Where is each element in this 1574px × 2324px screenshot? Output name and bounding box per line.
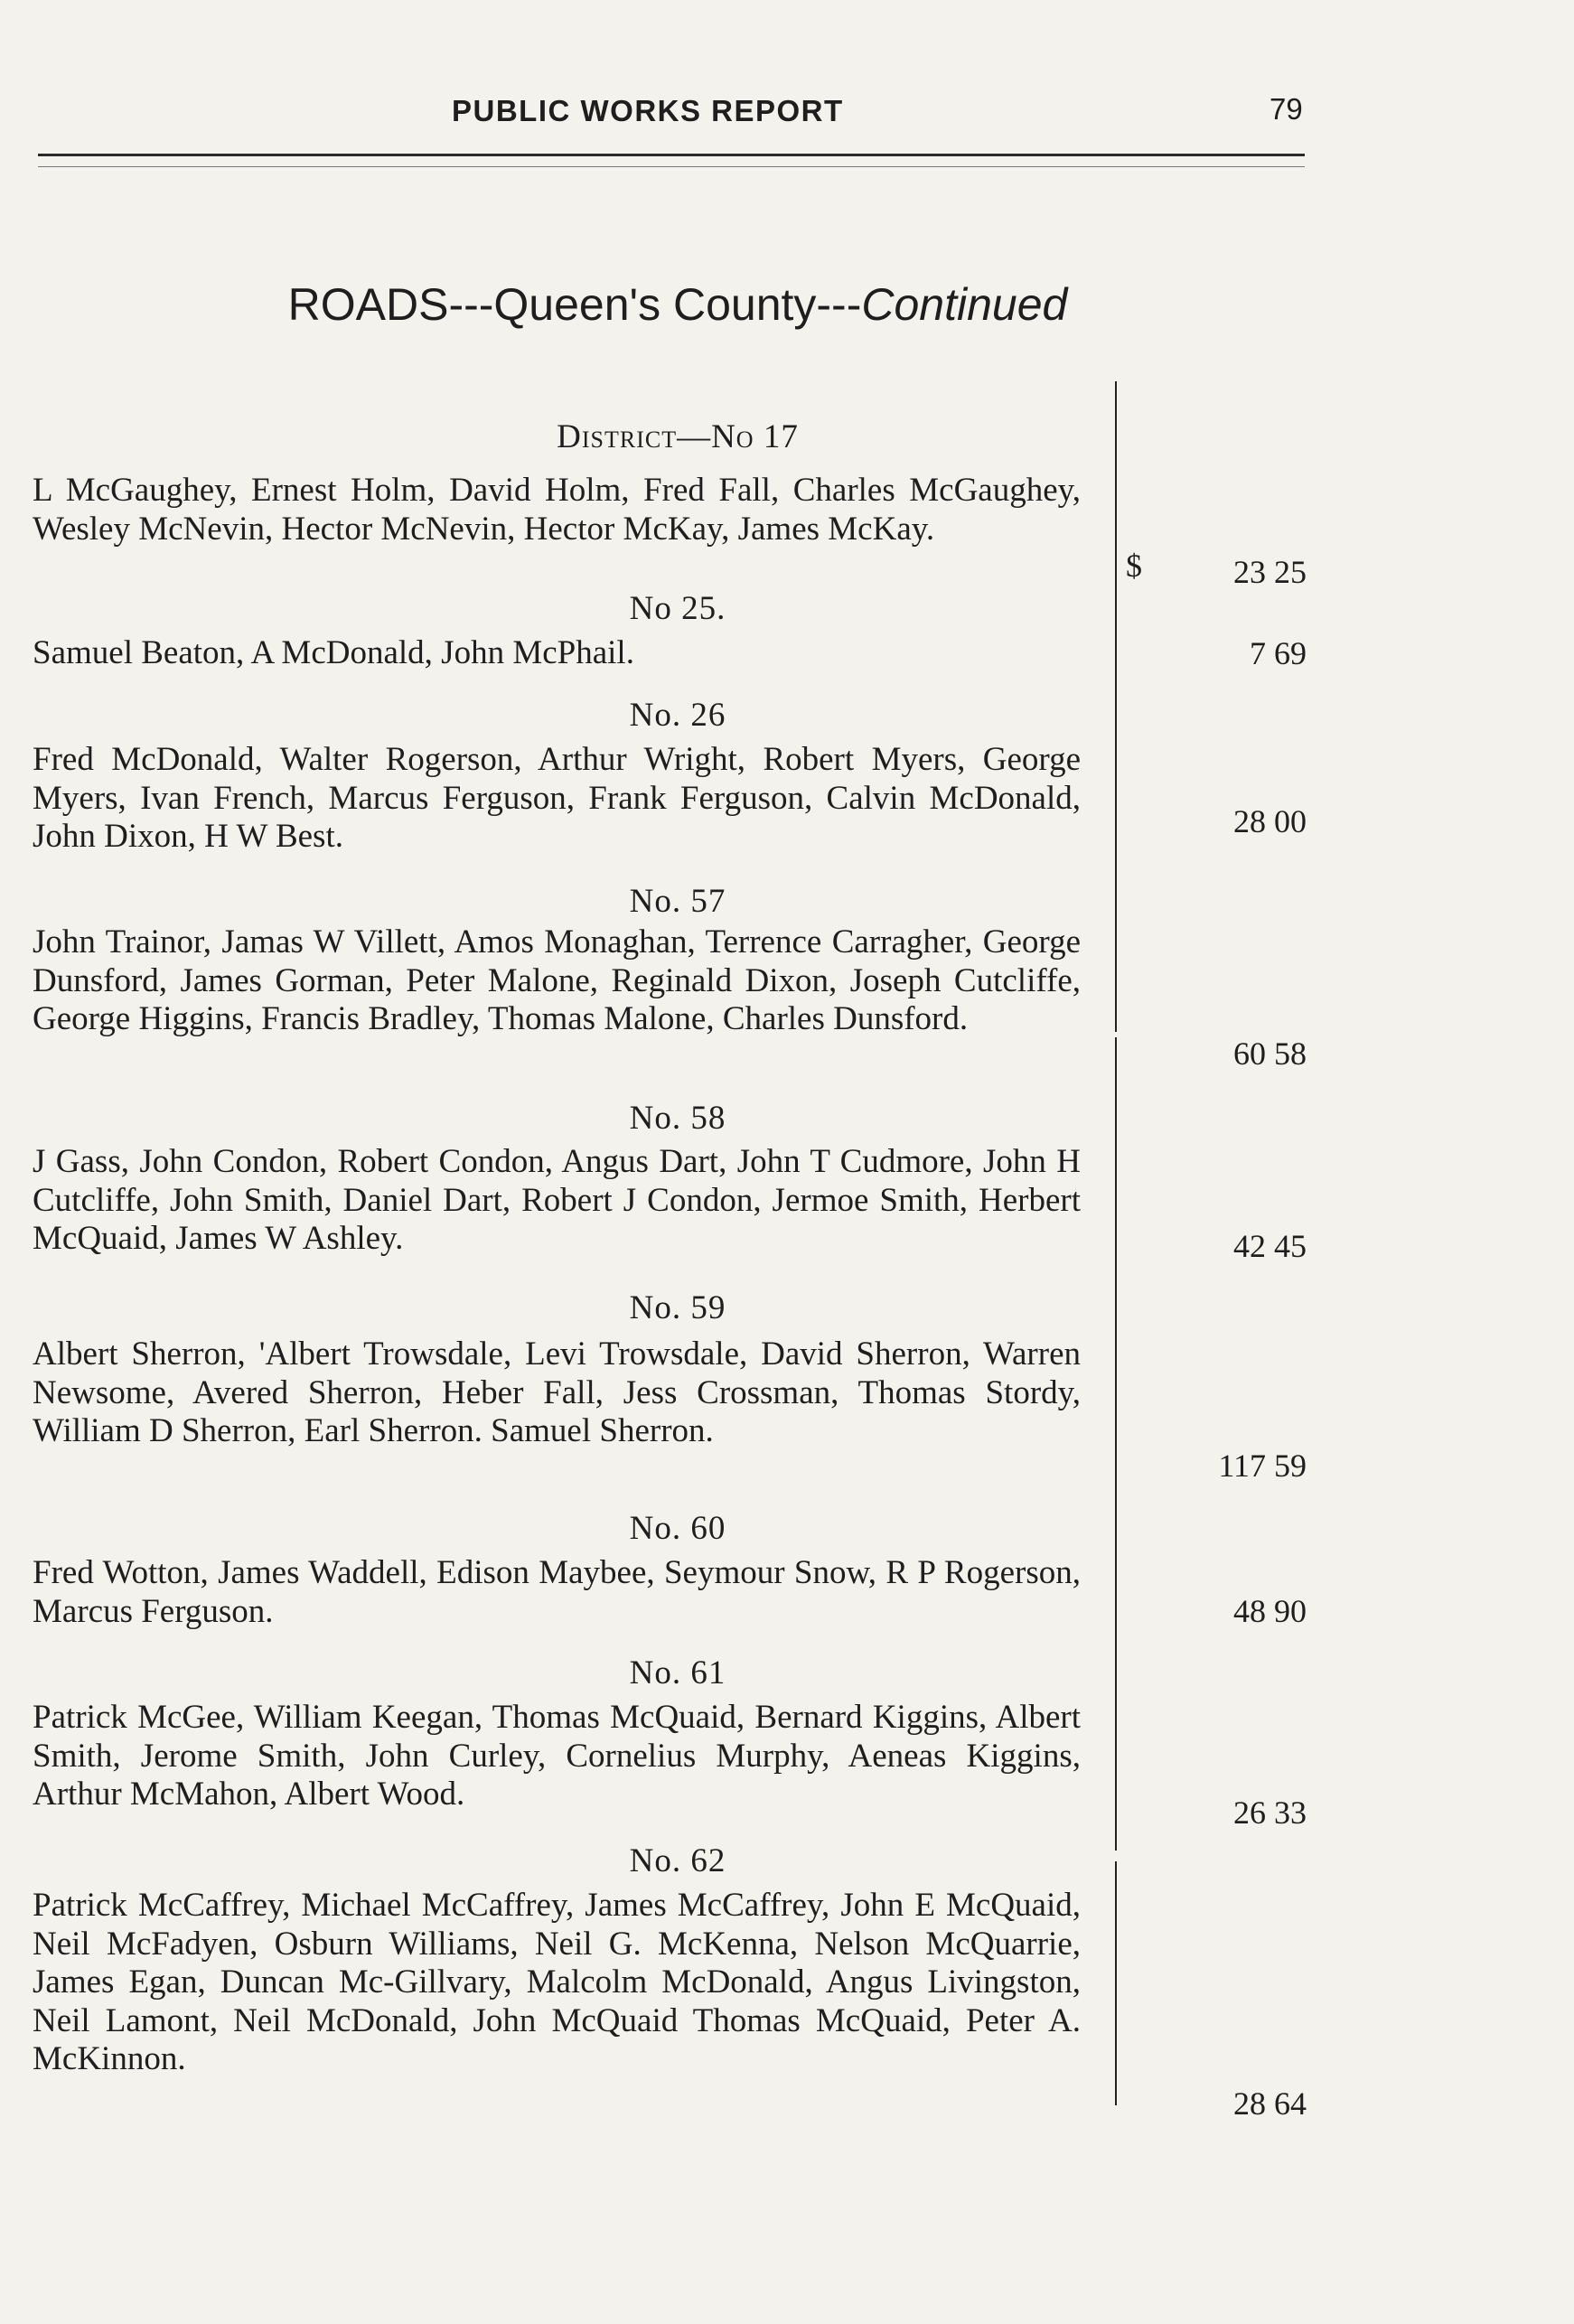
district-names: Albert Sherron, 'Albert Trowsdale, Levi Trowsdale, David Sherron, Warren Newsome, Avered Sherron, Heber Fall, Jess Crossman, Thomas Stordy, William D Sherron, Earl Sherron. Samuel Sherron.	[33, 1335, 1081, 1449]
page-number: 79	[1270, 92, 1303, 126]
title-main: ROADS---Queen's County---	[287, 279, 862, 330]
district-heading: No. 26	[629, 697, 726, 734]
district-amount: 60 58	[1233, 1035, 1307, 1072]
district-amount: 117 59	[1218, 1448, 1307, 1484]
column-divider	[1115, 1037, 1117, 1851]
district-names: Fred McDonald, Walter Rogerson, Arthur Wright, Robert Myers, George Myers, Ivan French, Marcus Ferguson, Frank Ferguson, Calvin McDonald, John Dixon, H W Best.	[33, 741, 1081, 855]
district-heading: No. 60	[629, 1510, 726, 1547]
district-heading: No. 57	[629, 883, 726, 920]
currency-symbol: $	[1126, 548, 1142, 584]
district-amount: 26 33	[1233, 1795, 1307, 1831]
district-amount: 48 90	[1233, 1593, 1307, 1629]
header-rule	[38, 154, 1305, 156]
district-heading: No. 59	[629, 1289, 726, 1326]
district-amount: 42 45	[1233, 1228, 1307, 1264]
district-heading: No. 58	[629, 1100, 726, 1137]
district-names: Fred Wotton, James Waddell, Edison Maybee, Seymour Snow, R P Rogerson, Marcus Ferguson.	[33, 1554, 1081, 1630]
running-head: PUBLIC WORKS REPORT	[452, 94, 844, 127]
district-amount: 7 69	[1250, 635, 1307, 671]
district-heading: District—No 17	[557, 418, 799, 455]
column-divider	[1115, 1861, 1117, 2105]
district-amount: 28 64	[1233, 2085, 1307, 2122]
page-title	[0, 278, 1355, 331]
district-names: Samuel Beaton, A McDonald, John McPhail.	[33, 634, 634, 671]
district-amount: 28 00	[1233, 803, 1307, 839]
district-names: Patrick McCaffrey, Michael McCaffrey, James McCaffrey, John E McQuaid, Neil McFadyen, Osburn Williams, Neil G. McKenna, Nelson McQuarrie, James Egan, Duncan Mc-Gillvary, Malcolm McDonald, Angus Livingston, Neil Lamont, Neil McDonald, John McQuaid Thomas McQuaid, Peter A. McKinnon.	[33, 1887, 1081, 2077]
district-names: John Trainor, Jamas W Villett, Amos Monaghan, Terrence Carragher, George Dunsford, James Gorman, Peter Malone, Reginald Dixon, Joseph Cutcliffe, George Higgins, Francis Bradley, Thomas Malone, Charles Dunsford.	[33, 923, 1081, 1037]
district-names: J Gass, John Condon, Robert Condon, Angus Dart, John T Cudmore, John H Cutcliffe, John Smith, Daniel Dart, Robert J Condon, Jermoe Smith, Herbert McQuaid, James W Ashley.	[33, 1143, 1081, 1257]
district-heading: No. 62	[629, 1842, 726, 1879]
header-rule-thin	[38, 166, 1305, 167]
district-heading: No. 61	[629, 1654, 726, 1691]
title-continued: Continued	[861, 279, 1068, 330]
district-names: Patrick McGee, William Keegan, Thomas McQuaid, Bernard Kiggins, Albert Smith, Jerome Smith, John Curley, Cornelius Murphy, Aeneas Kiggins, Arthur McMahon, Albert Wood.	[33, 1699, 1081, 1813]
district-names: L McGaughey, Ernest Holm, David Holm, Fred Fall, Charles McGaughey, Wesley McNevin, Hector McNevin, Hector McKay, James McKay.	[33, 472, 1081, 548]
district-amount: 23 25	[1233, 554, 1307, 590]
district-heading: No 25.	[629, 590, 726, 627]
